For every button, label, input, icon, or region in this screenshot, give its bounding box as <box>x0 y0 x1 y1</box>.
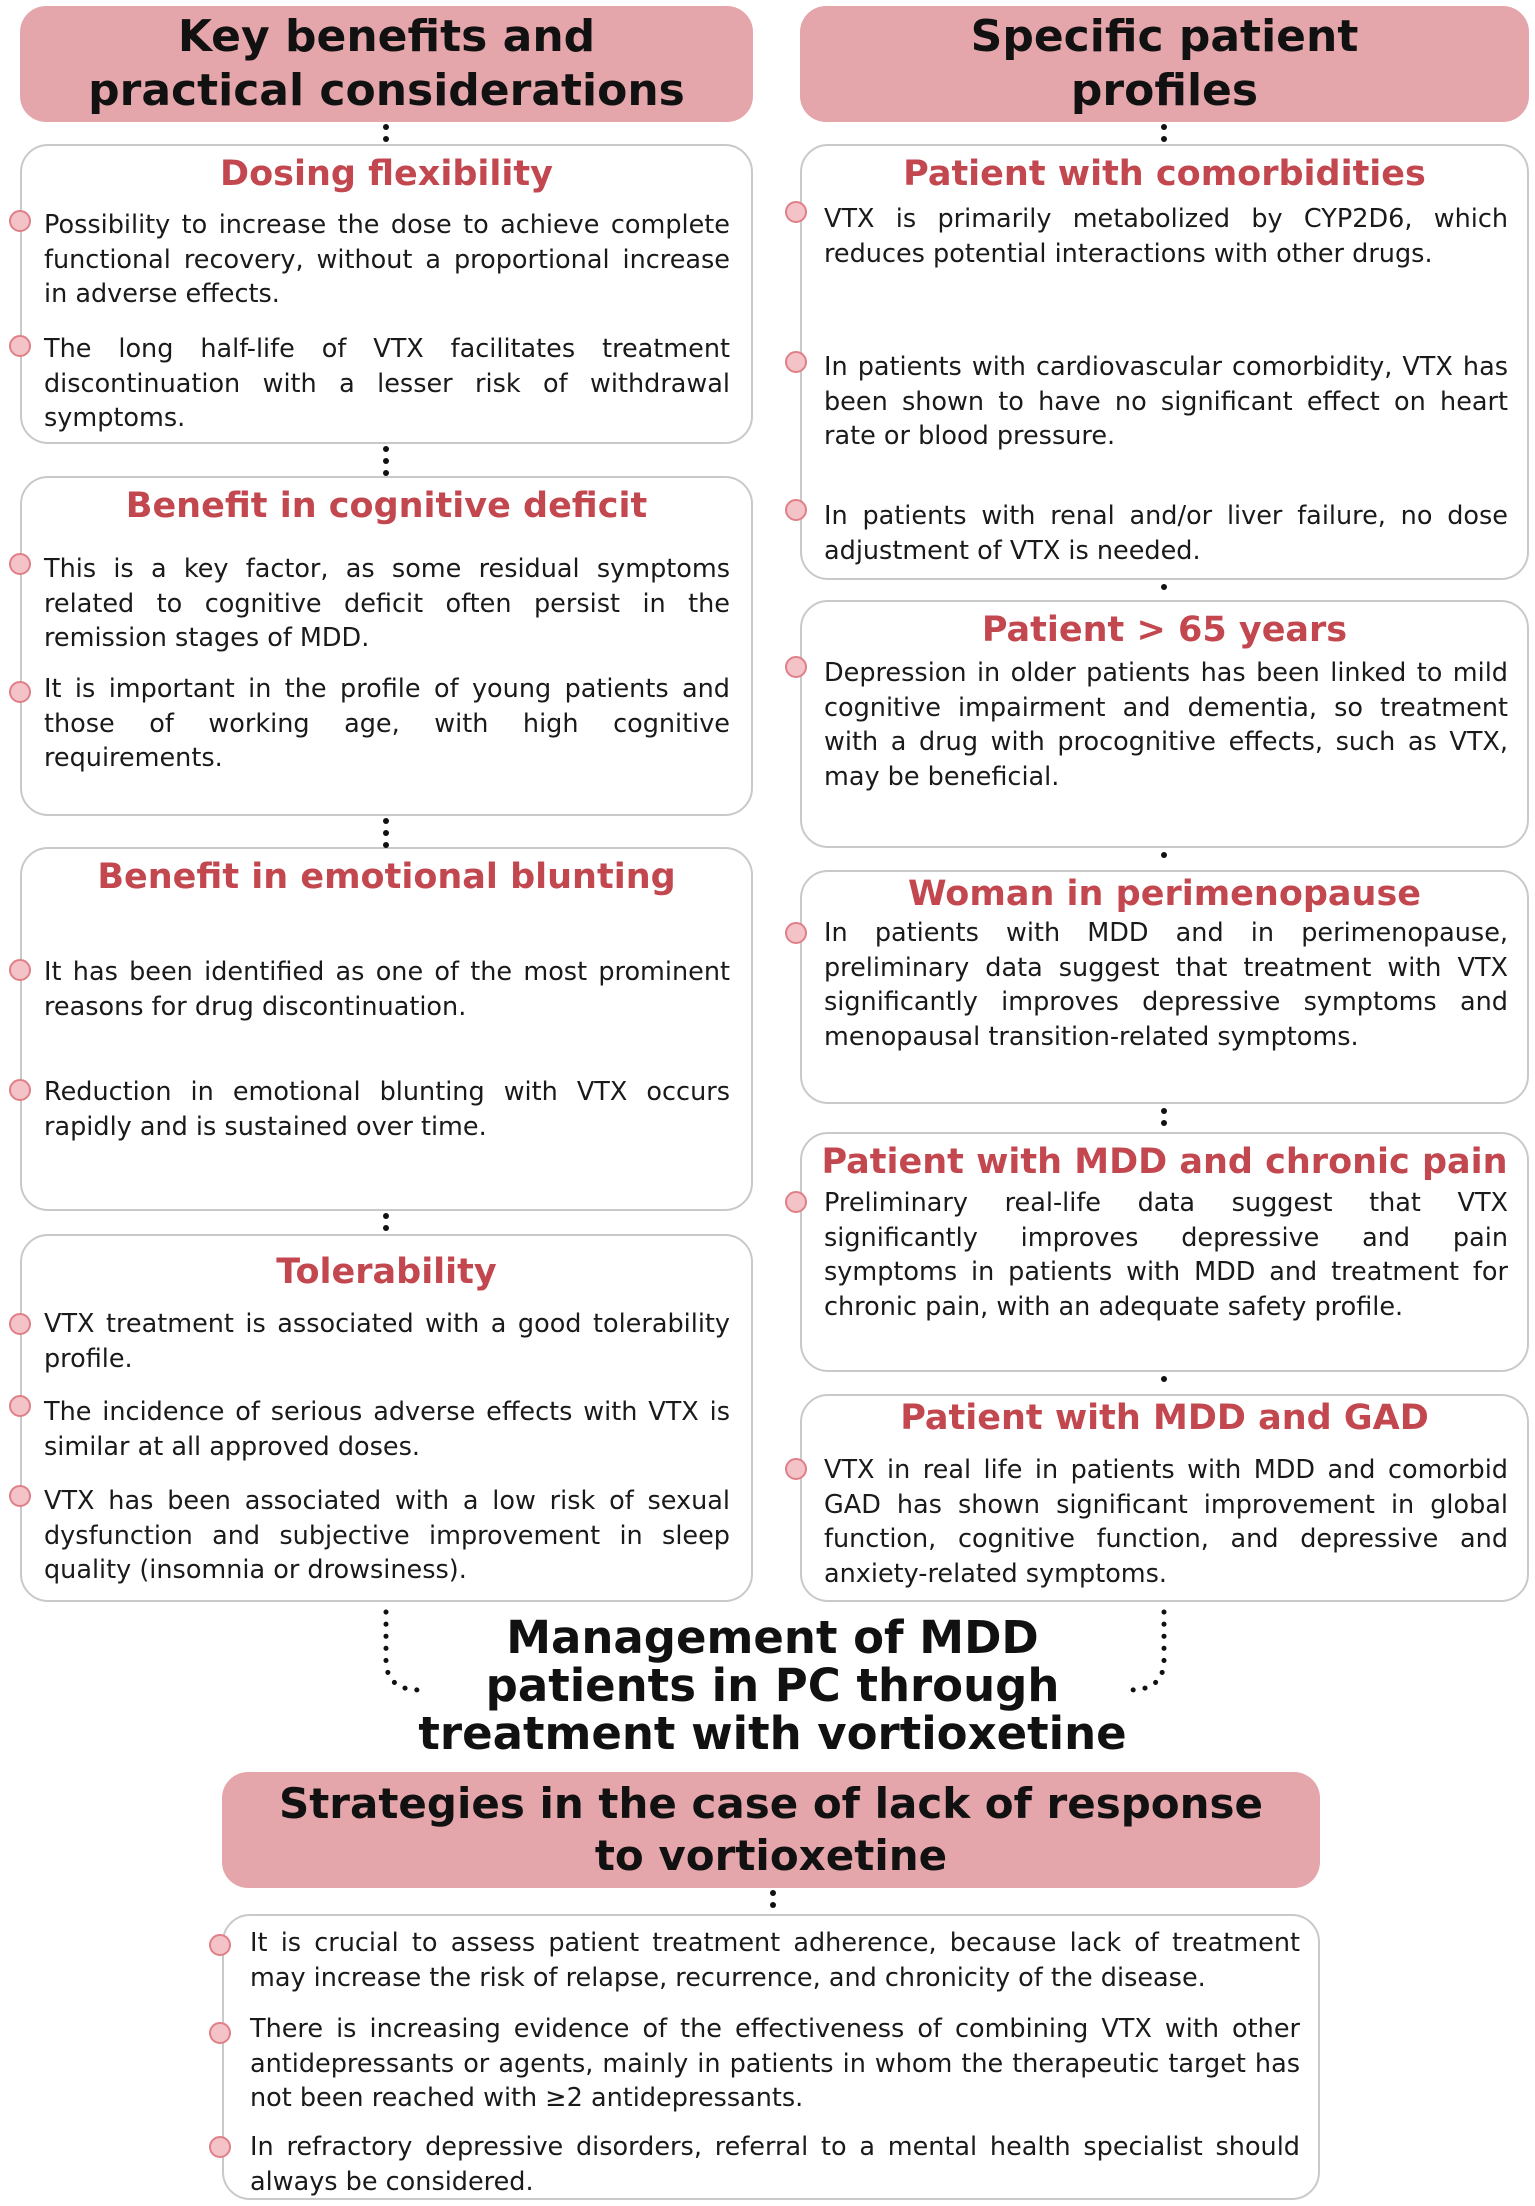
list-item: In patients with cardiovascular comorbidity, VTX has been shown to have no significant effect on heart rate or blood pressure. <box>824 352 1508 451</box>
right-header-line-1: Specific patient <box>970 11 1359 62</box>
box-title: Patient with MDD and chronic pain <box>821 1142 1508 1182</box>
list-item: In patients with MDD and in perimenopause, preliminary data suggest that treatment with VTX significantly improves depressive symptoms and menopausal transition-related symptoms. <box>824 918 1508 1052</box>
box-title: Patient > 65 years <box>981 610 1348 650</box>
box-title: Patient with MDD and GAD <box>900 1398 1429 1438</box>
list-item: The incidence of serious adverse effects with VTX is similar at all approved doses. <box>44 1397 730 1462</box>
box-title: Woman in perimenopause <box>907 874 1422 914</box>
list-item: In refractory depressive disorders, referral to a mental health specialist should always be considered. <box>250 2132 1300 2197</box>
list-item: Preliminary real-life data suggest that VTX significantly improves depressive and pain symptoms in patients with MDD and treatment for chronic pain, with an adequate safety profile. <box>824 1188 1508 1322</box>
center-title <box>400 1611 1145 1760</box>
list-item: It is important in the profile of young patients and those of working age, with high cognitive requirements. <box>44 674 730 773</box>
list-item: This is a key factor, as some residual symptoms related to cognitive deficit often persist in the remission stages of MDD. <box>44 554 730 653</box>
bullet-icon <box>209 1934 231 1956</box>
center-title-line-1: Management of MDD <box>506 1611 1039 1664</box>
right-header-line-2: profiles <box>1070 65 1259 116</box>
left-header-line-2: practical considerations <box>88 65 685 116</box>
list-item: There is increasing evidence of the effectiveness of combining VTX with other antidepressants or agents, mainly in patients in whom the therapeutic target has not been reached with ≥2 antidepressants. <box>250 2014 1300 2113</box>
list-item: It is crucial to assess patient treatment adherence, because lack of treatment may increase the risk of relapse, recurrence, and chronicity of the disease. <box>250 1928 1300 1993</box>
box-title: Patient with comorbidities <box>903 154 1426 194</box>
list-item: In patients with renal and/or liver failure, no dose adjustment of VTX is needed. <box>824 501 1508 566</box>
list-item: VTX is primarily metabolized by CYP2D6, which reduces potential interactions with other drugs. <box>824 204 1508 269</box>
strategy-header-text: Strategies in the case of lack of response to vortioxetine <box>278 1779 1264 1880</box>
list-item: It has been identified as one of the most prominent reasons for drug discontinuation. <box>44 957 730 1022</box>
center-title-line-3: treatment with vortioxetine <box>418 1707 1127 1760</box>
box-title: Dosing flexibility <box>220 154 553 194</box>
list-item: VTX treatment is associated with a good tolerability profile. <box>44 1309 730 1374</box>
list-item: Depression in older patients has been linked to mild cognitive impairment and dementia, so treatment with a drug with procognitive effects, such as VTX, may be beneficial. <box>824 658 1508 792</box>
strategy-header <box>222 1772 1320 1888</box>
list-item: Reduction in emotional blunting with VTX occurs rapidly and is sustained over time. <box>44 1077 730 1142</box>
left-header-line-1: Key benefits and <box>177 11 596 62</box>
list-item: The long half-life of VTX facilitates treatment discontinuation with a lesser risk of withdrawal symptoms. <box>44 334 730 433</box>
list-item: VTX has been associated with a low risk of sexual dysfunction and subjective improvement in sleep quality (insomnia or drowsiness). <box>44 1486 730 1585</box>
strategy-box <box>222 1914 1320 2200</box>
box-title: Tolerability <box>276 1252 497 1292</box>
center-title-line-2: patients in PC through <box>485 1659 1060 1712</box>
list-item: Possibility to increase the dose to achieve complete functional recovery, without a proportional increase in adverse effects. <box>44 210 730 309</box>
box-title: Benefit in cognitive deficit <box>125 486 648 526</box>
list-item: VTX in real life in patients with MDD and comorbid GAD has shown significant improvement in global function, cognitive function, and depressive and anxiety-related symptoms. <box>824 1455 1508 1589</box>
bullet-icon <box>209 2022 231 2044</box>
box-title: Benefit in emotional blunting <box>97 857 676 897</box>
connector-dots <box>770 1890 776 1914</box>
bullet-icon <box>209 2136 231 2158</box>
